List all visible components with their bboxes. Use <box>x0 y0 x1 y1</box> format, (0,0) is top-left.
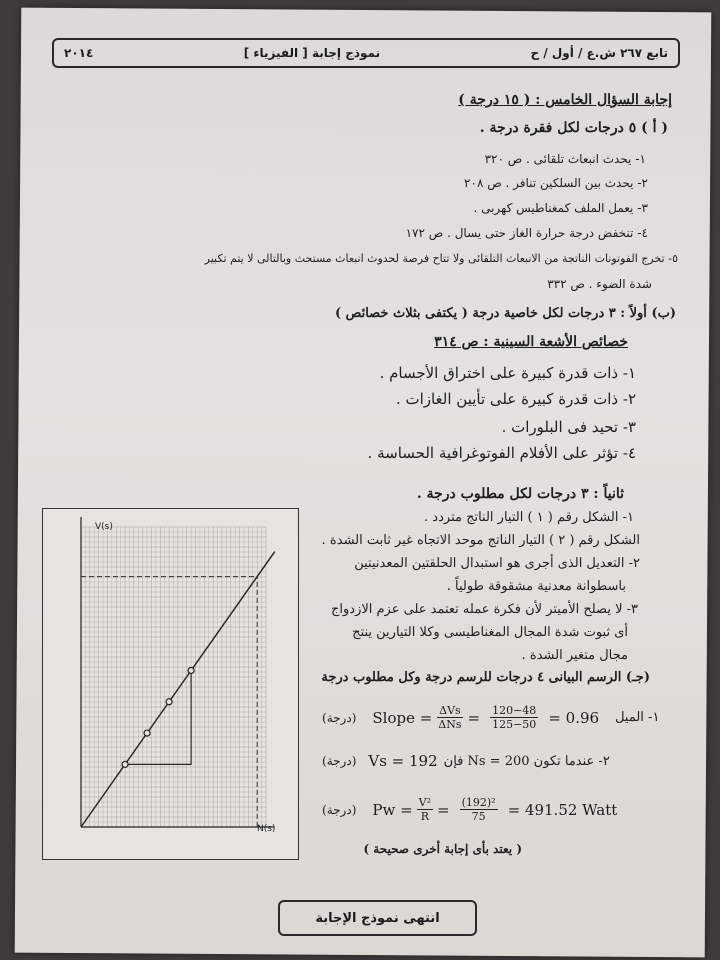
part-a-item-3: ٣- يعمل الملف كمغناطيس كهربى . <box>473 201 648 215</box>
eq3-frac-values: $\frac{\text{(192)²}}{75}$ <box>461 796 496 823</box>
part-a-item-2: ٢- يحدث بين السلكين تنافر . ص ٢٠٨ <box>464 176 648 190</box>
part-b-second-1: ١- الشكل رقم ( ١ ) التيار الناتج متردد . <box>424 510 634 525</box>
part-b-second-3: ٣- لا يصلح الأميتر لأن فكرة عمله تعتمد على عزم الازدواج <box>331 602 638 617</box>
eq1-label: ١- الميل <box>615 710 660 725</box>
part-b-second-title: ثانياً : ٣ درجات لكل مطلوب درجة . <box>416 486 624 502</box>
eq2-label: ٢- عندما تكون Ns = 200 فإن <box>443 753 610 769</box>
part-b-title: (ب) أولاً : ٣ درجات لكل خاصية درجة ( يكتفى بثلاث خصائص ) <box>334 306 676 321</box>
eq1-result: = 0.96 <box>548 708 600 727</box>
eq3-p-label: Pw = <box>372 800 413 819</box>
note: ( يعتد بأى إجابة أخرى صحيحة ) <box>363 842 522 856</box>
eq1-frac-values: $\frac{120-48}{125-50}$ <box>492 704 537 731</box>
eq1-mark: (درجة) <box>322 710 357 725</box>
part-a-item-4: ٤- تنخفض درجة حرارة الغاز حتى يسال . ص ١٧٢ <box>405 226 648 240</box>
part-b-second-3c: مجال متغير الشدة . <box>521 648 628 663</box>
data-point <box>166 699 172 705</box>
equation-vs <box>322 752 610 770</box>
data-point <box>188 667 194 673</box>
part-b-item-3: ٣- تحيد فى البلورات . <box>501 418 636 436</box>
graph-grid <box>81 527 266 827</box>
eq1-frac-delta: $\frac{\text{ΔVs}}{\text{ΔNs}}$ <box>438 704 462 731</box>
eq2-mark: (درجة) <box>322 754 357 768</box>
equation-power: (درجة) Pw = $\frac{\text{V²}}{R}$ = $\frac{\text{(192)²}}{75}$ = 491.52 Watt <box>322 796 618 823</box>
part-a-title: ( أ ) ٥ درجات لكل فقرة درجة . <box>479 120 668 136</box>
part-b-second-1b: الشكل رقم ( ٢ ) التيار الناتج موحد الاتجاه غير ثابت الشدة . <box>321 533 640 548</box>
part-b-second-2b: باسطوانة معدنية مشقوقة طولياً . <box>446 579 626 594</box>
header-title: نموذج إجابة [ الفيزياء ] <box>243 46 381 60</box>
part-b-item-4: ٤- تؤثر على الأفلام الفوتوغرافية الحساسة . <box>367 444 636 462</box>
equation-slope: (درجة) Slope = $\frac{\text{ΔVs}}{\text{ΔNs}}$ = $\frac{120-48}{125-50}$ = 0.96 ١- الميل <box>322 704 660 731</box>
part-b-second-2: ٢- التعديل الذى أجرى هو استبدال الحلقتين المعدنيتين <box>354 556 640 571</box>
header-code: تابع ٢٦٧ ش.ع / أول / ح <box>530 46 668 60</box>
header-year: ٢٠١٤ <box>64 46 94 60</box>
eq1-slope-label: Slope = <box>372 708 433 727</box>
part-c-title: (جـ) الرسم البيانى ٤ درجات للرسم درجة وكل مطلوب درجة <box>321 670 650 685</box>
data-point <box>122 761 128 767</box>
graph-svg <box>43 509 298 859</box>
section-title: إجابة السؤال الخامس : ( ١٥ درجة ) <box>458 92 672 108</box>
page-header <box>52 38 680 68</box>
part-b-second-3b: أى ثبوت شدة المجال المغناطيسى وكلا التيارين ينتج <box>352 625 628 640</box>
footer-box <box>278 900 477 936</box>
eq3-result: = 491.52 Watt <box>507 800 618 819</box>
eq3-mark: (درجة) <box>322 802 357 817</box>
part-a-item-5: ٥- تخرج الفوتونات الناتجة من الانبعاث التلقائى ولا تتاح فرصة لحدوث انبعاث مستحث وبالتالى لا يتم تكبير <box>204 252 678 265</box>
graph-box <box>42 508 299 860</box>
y-axis-label: V(s) <box>95 522 113 532</box>
eq3-frac-formula: $\frac{\text{V²}}{R}$ <box>418 796 432 823</box>
footer-text: انتهى نموذج الإجابة <box>315 910 440 926</box>
eq2-value: Vs = 192 <box>368 752 438 770</box>
x-axis-label: N(s) <box>257 824 276 834</box>
part-a-item-1: ١- يحدث انبعاث تلقائى . ص ٣٢٠ <box>484 152 646 166</box>
part-b-item-2: ٢- ذات قدرة كبيرة على تأيين الغازات . <box>395 390 636 408</box>
part-a-item-5-cont: شدة الضوء . ص ٣٣٢ <box>547 277 652 291</box>
part-b-item-1: ١- ذات قدرة كبيرة على اختراق الأجسام . <box>379 364 636 382</box>
part-b-subtitle: خصائص الأشعة السينية : ص ٣١٤ <box>434 334 628 350</box>
data-point <box>144 730 150 736</box>
